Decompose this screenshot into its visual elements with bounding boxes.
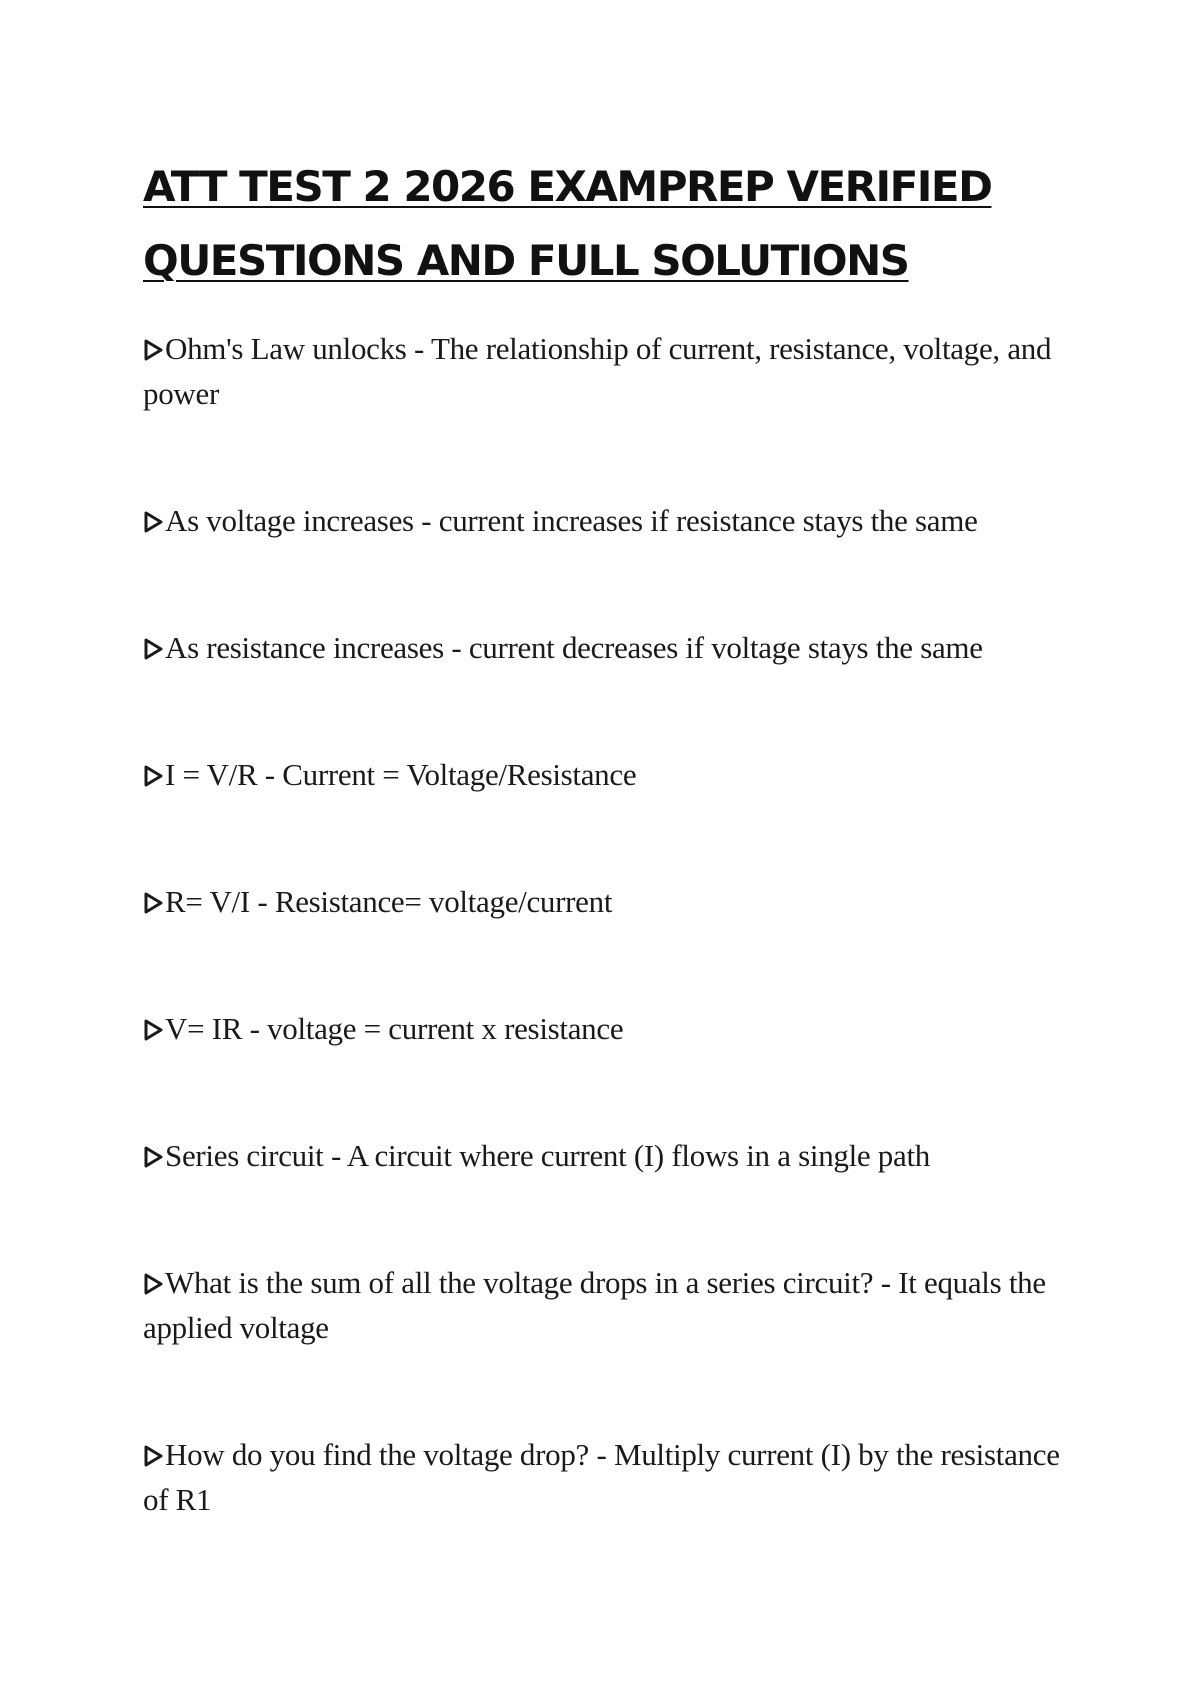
title-line-2: QUESTIONS AND FULL SOLUTIONS [143,236,909,285]
play-triangle-icon [143,764,165,788]
qa-definition: Current = Voltage/Resistance [282,757,637,792]
qa-definition: The relationship of current, resistance, voltage, and power [143,331,1052,411]
qa-separator: - [873,1265,899,1300]
qa-separator: - [413,503,439,538]
qa-term: Series circuit [165,1138,324,1173]
qa-term: V= IR [165,1011,243,1046]
qa-item [143,1432,1063,1522]
qa-item [143,752,1063,797]
title-line-1: ATT TEST 2 2026 EXAMPREP VERIFIED [143,162,992,211]
document-page [143,150,1063,1604]
qa-list [143,326,1063,1522]
qa-definition: It equals the applied voltage [143,1265,1046,1345]
qa-definition: voltage = current x resistance [267,1011,624,1046]
qa-term: R= V/I [165,884,250,919]
qa-definition: current decreases if voltage stays the same [468,630,983,665]
qa-term: As resistance increases [165,630,444,665]
qa-separator: - [443,630,469,665]
qa-item [143,879,1063,924]
qa-term: How do you find the voltage drop? [165,1437,590,1472]
play-triangle-icon [143,510,165,534]
qa-item [143,498,1063,543]
qa-item [143,1133,1063,1178]
play-triangle-icon [143,1272,165,1296]
document-title [143,150,1063,298]
play-triangle-icon [143,1018,165,1042]
qa-definition: current increases if resistance stays the same [438,503,978,538]
qa-item [143,625,1063,670]
qa-definition: A circuit where current (I) flows in a single path [346,1138,930,1173]
qa-item [143,1006,1063,1051]
qa-item [143,326,1063,416]
qa-definition: Multiply current (I) by the resistance of R1 [143,1437,1060,1517]
play-triangle-icon [143,338,165,362]
qa-term: I = V/R [165,757,258,792]
play-triangle-icon [143,1145,165,1169]
qa-separator: - [323,1138,347,1173]
qa-separator: - [589,1437,614,1472]
qa-separator: - [249,884,275,919]
qa-separator: - [257,757,283,792]
play-triangle-icon [143,1444,165,1468]
qa-term: As voltage increases [165,503,414,538]
qa-term: Ohm's Law unlocks [165,331,407,366]
qa-item [143,1260,1063,1350]
qa-separator: - [242,1011,268,1046]
play-triangle-icon [143,891,165,915]
qa-separator: - [406,331,431,366]
qa-definition: Resistance= voltage/current [274,884,613,919]
play-triangle-icon [143,637,165,661]
qa-term: What is the sum of all the voltage drops in a series circuit? [165,1265,874,1300]
